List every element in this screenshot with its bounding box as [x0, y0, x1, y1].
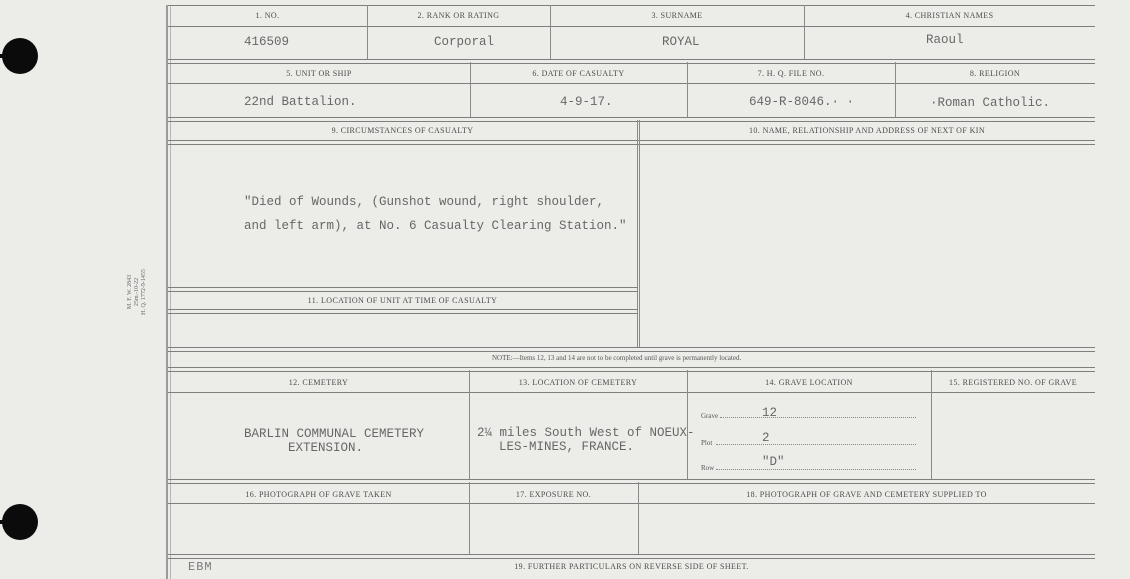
surname-value: ROYAL — [662, 35, 700, 49]
plot-value: 2 — [762, 431, 770, 445]
header-religion: 8. RELIGION — [969, 69, 1021, 78]
header-registered-no: 15. REGISTERED NO. OF GRAVE — [949, 378, 1077, 387]
plot-label: Plot — [701, 439, 713, 447]
christian-name-value: Raoul — [926, 33, 964, 47]
punch-hole-top — [2, 38, 38, 74]
service-number: 416509 — [244, 35, 290, 49]
header-hq-file: 7. H. Q. FILE NO. — [757, 69, 825, 78]
header-unit: 5. UNIT OR SHIP — [286, 69, 352, 78]
cemetery-location-line-2: LES-MINES, FRANCE. — [499, 440, 635, 454]
row-label: Row — [701, 464, 715, 472]
header-location-cemetery: 13. LOCATION OF CEMETERY — [518, 378, 638, 387]
header-grave-location: 14. GRAVE LOCATION — [765, 378, 853, 387]
header-circumstances: 9. CIRCUMSTANCES OF CASUALTY — [331, 126, 474, 135]
unit-value: 22nd Battalion. — [244, 95, 357, 109]
header-date: 6. DATE OF CASUALTY — [532, 69, 625, 78]
header-christian-names: 4. CHRISTIAN NAMES — [905, 11, 994, 20]
header-further-particulars: 19. FURTHER PARTICULARS ON REVERSE SIDE OF SHEET. — [514, 562, 749, 571]
circumstances-line-1: "Died of Wounds, (Gunshot wound, right shoulder, — [244, 195, 605, 209]
cemetery-location-line-1: 2¼ miles South West of NOEUX- — [477, 426, 695, 440]
grave-label: Grave — [701, 412, 719, 420]
header-photo-supplied: 18. PHOTOGRAPH OF GRAVE AND CEMETERY SUPPLIED TO — [746, 490, 987, 499]
header-photo-taken: 16. PHOTOGRAPH OF GRAVE TAKEN — [245, 490, 392, 499]
religion-value: ·Roman Catholic. — [930, 96, 1051, 110]
header-location-unit: 11. LOCATION OF UNIT AT TIME OF CASUALTY — [307, 296, 498, 305]
cemetery-line-1: BARLIN COMMUNAL CEMETERY — [244, 427, 425, 441]
rank-value: Corporal — [434, 35, 495, 49]
header-rank: 2. RANK OR RATING — [417, 11, 500, 20]
header-surname: 3. SURNAME — [651, 11, 703, 20]
clerk-initials: EBM — [188, 560, 213, 574]
circumstances-line-2: and left arm), at No. 6 Casualty Clearing Station." — [244, 219, 627, 233]
printer-note: M. F. W. 2843 25m.-10-22 H. Q. 1772-9-1455 — [127, 269, 147, 315]
header-exposure: 17. EXPOSURE NO. — [515, 490, 592, 499]
date-value: 4-9-17. — [560, 95, 613, 109]
grave-value: 12 — [762, 406, 778, 420]
header-cemetery: 12. CEMETERY — [288, 378, 349, 387]
header-no: 1. NO. — [255, 11, 280, 20]
cemetery-line-2: EXTENSION. — [288, 441, 364, 455]
hq-file-value: 649-R-8046.· · — [749, 95, 855, 109]
note-text: NOTE:—Items 12, 13 and 14 are not to be completed until grave is permanently located. — [492, 354, 742, 362]
header-next-of-kin: 10. NAME, RELATIONSHIP AND ADDRESS OF NEXT OF KIN — [748, 126, 986, 135]
row-value: "D" — [762, 455, 785, 469]
punch-hole-bottom — [2, 504, 38, 540]
